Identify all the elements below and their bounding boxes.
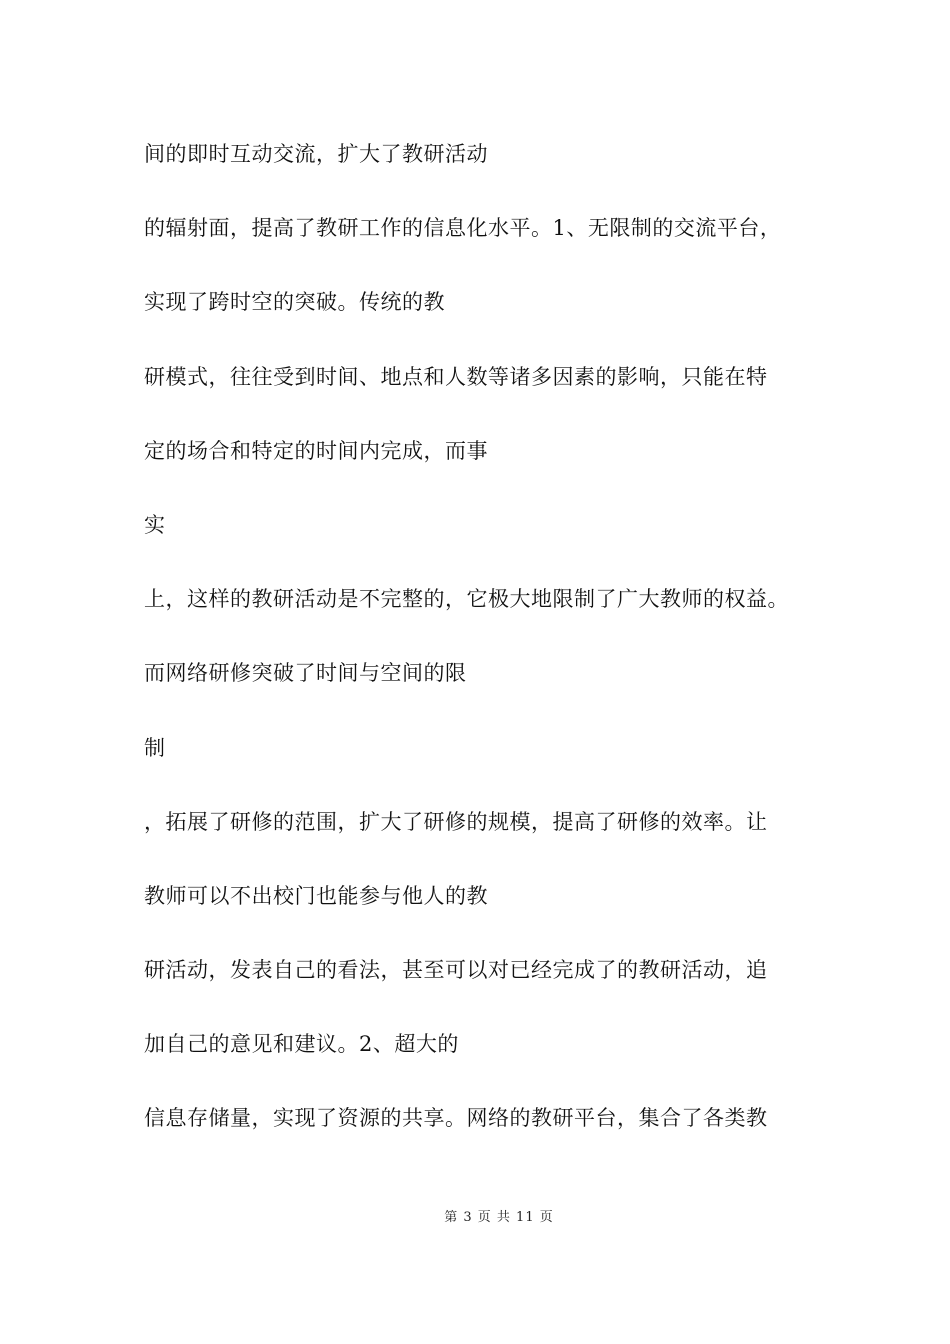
text-line: 实现了跨时空的突破。传统的教 (144, 290, 445, 315)
text-line: 定的场合和特定的时间内完成，而事 (144, 438, 488, 463)
text-line: 间的即时互动交流，扩大了教研活动 (144, 142, 488, 166)
text-line: 的辐射面，提高了教研工作的信息化水平。1、无限制的交流平台， (144, 216, 782, 241)
page-footer: 第 3 页 共 11 页 (444, 1210, 554, 1225)
text-line: 研活动，发表自己的看法，甚至可以对已经完成了的教研活动，追 (144, 958, 768, 983)
text-line: 上，这样的教研活动是不完整的，它极大地限制了广大教师的权益。 (144, 587, 789, 612)
text-line: 制 (144, 735, 166, 760)
text-line: 实 (144, 512, 166, 537)
body-text (144, 138, 844, 1177)
text-line: 信息存储量，实现了资源的共享。网络的教研平台，集合了各类教 (144, 1106, 768, 1131)
text-line: 研模式，往往受到时间、地点和人数等诸多因素的影响，只能在特 (144, 364, 768, 389)
text-line: 加自己的意见和建议。2、超大的 (144, 1032, 459, 1057)
text-line: ，拓展了研修的范围，扩大了研修的规模，提高了研修的效率。让 (144, 809, 768, 834)
text-line: 而网络研修突破了时间与空间的限 (144, 661, 467, 686)
text-line: 教师可以不出校门也能参与他人的教 (144, 883, 488, 908)
